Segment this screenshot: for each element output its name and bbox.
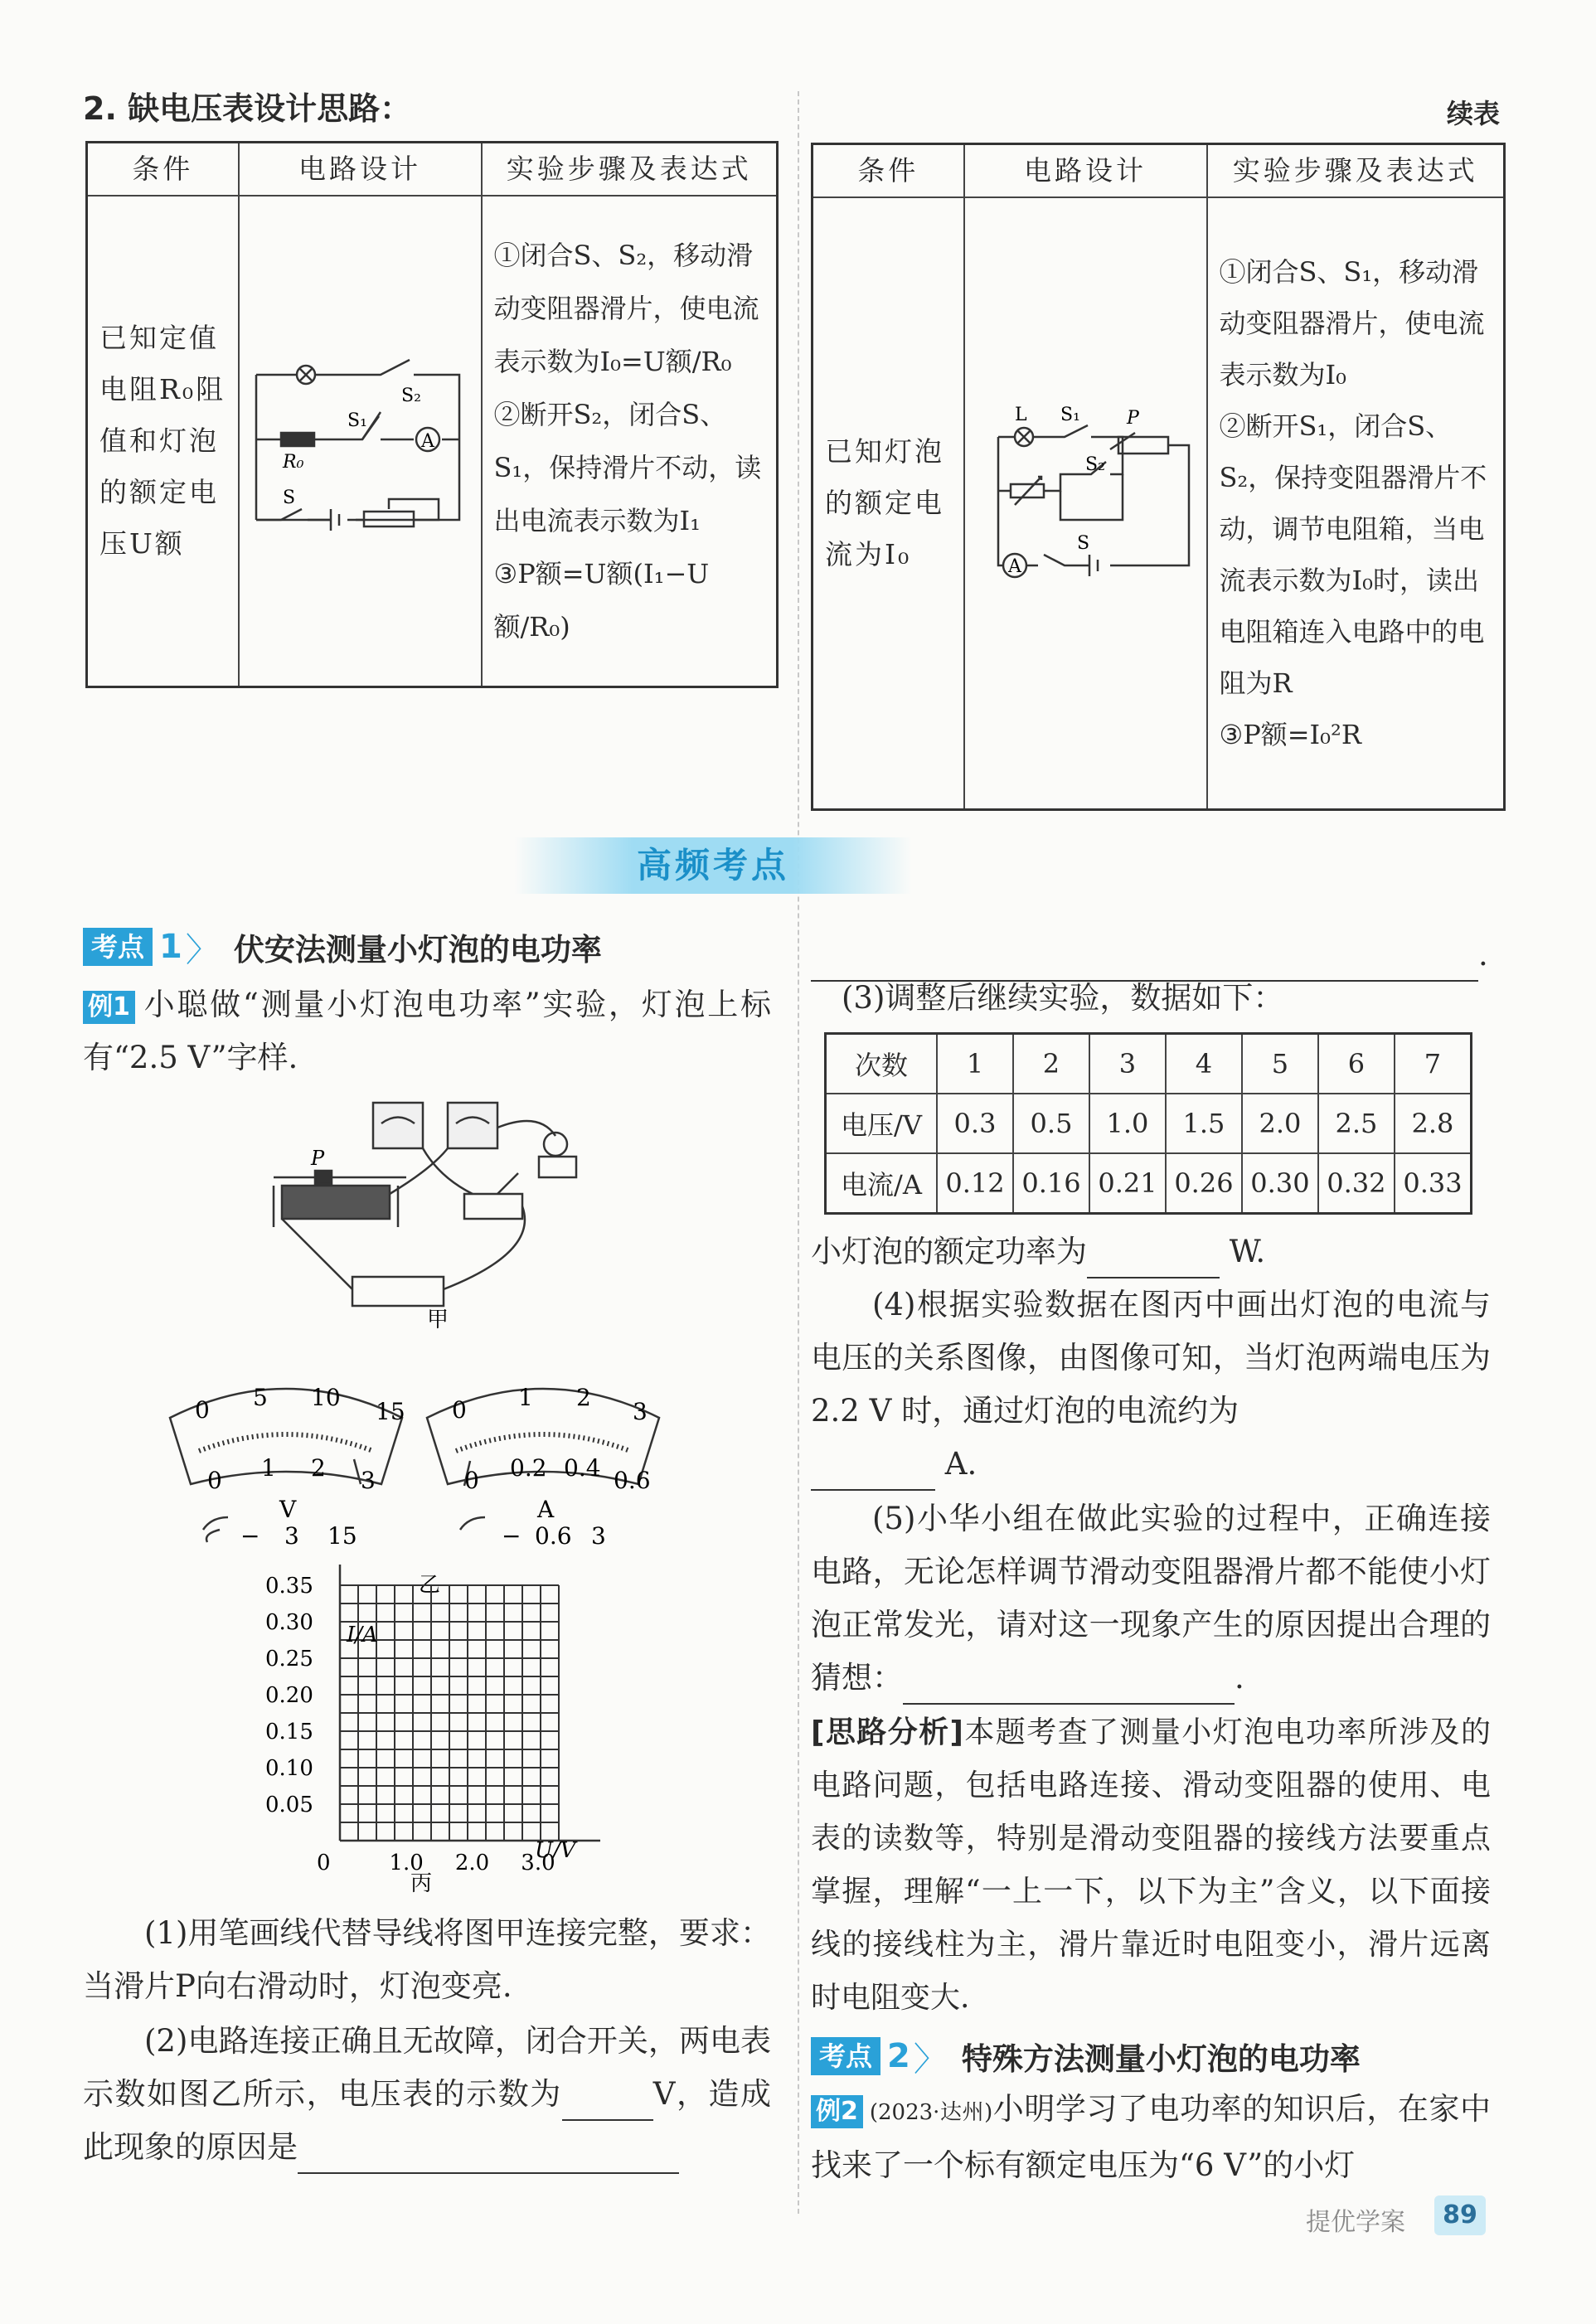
- ammeter-label: A: [1007, 556, 1021, 577]
- question-2: [83, 2015, 771, 2174]
- count-cell: 6: [1318, 1034, 1395, 1094]
- example-source: (2023·达州): [869, 2100, 993, 2125]
- step-3: ③P额=I₀²R: [1219, 718, 1361, 750]
- header-steps: 实验步骤及表达式: [1207, 144, 1505, 198]
- volt-top-tick: 5: [253, 1384, 268, 1411]
- thinking-analysis: [811, 1706, 1491, 2025]
- step-1: ①闭合S、S₂，移动滑动变阻器滑片，使电流表示数为I₀=U额/R₀: [493, 239, 759, 377]
- question-5-end: .: [1235, 1660, 1244, 1696]
- condition-text: 已知灯泡的额定电流为I₀: [813, 197, 964, 809]
- continued-label: 续表: [1447, 98, 1501, 129]
- amp-top-tick: 3: [633, 1398, 648, 1425]
- slider-p-label: P: [311, 1147, 325, 1170]
- section-heading: 2. 缺电压表设计思路：: [83, 90, 412, 127]
- question-1: (1)用笔画线代替导线将图甲连接完整，要求：当滑片P向右滑动时，灯泡变亮.: [83, 1915, 771, 2004]
- amp-unit: A: [537, 1496, 555, 1523]
- count-cell: 4: [1166, 1034, 1242, 1094]
- circuit-diagram-left: [240, 333, 480, 532]
- count-cell: 2: [1013, 1034, 1089, 1094]
- p-label: P: [1126, 407, 1139, 429]
- question-4: [811, 1278, 1491, 1491]
- example-tag: 例1: [83, 991, 135, 1024]
- keypoint-tag: 考点: [811, 2037, 880, 2075]
- volt-top-tick: 15: [376, 1398, 405, 1425]
- r0-label: R₀: [282, 451, 303, 473]
- keypoint-title: 特殊方法测量小灯泡的电功率: [961, 2041, 1361, 2077]
- voltage-cell: 0.5: [1013, 1094, 1089, 1153]
- banner-text: 高频考点: [636, 845, 789, 885]
- amp-top-tick: 2: [576, 1384, 591, 1411]
- steps-cell: [1207, 197, 1505, 809]
- row-header: 电压/V: [826, 1094, 938, 1153]
- amp-bottom-tick: 0.6: [614, 1467, 651, 1494]
- chart-y-tick: 0.05: [265, 1793, 313, 1817]
- volt-terminal: 3: [284, 1522, 299, 1550]
- amp-bottom-tick: 0.2: [510, 1454, 547, 1482]
- chart-x-tick: 0: [317, 1851, 331, 1875]
- current-cell: 0.12: [937, 1153, 1013, 1214]
- figure-meters: [162, 1368, 676, 1600]
- voltage-cell: 2.0: [1242, 1094, 1318, 1153]
- page-number: 89: [1434, 2195, 1486, 2235]
- volt-top-tick: 10: [311, 1384, 341, 1411]
- period: .: [1478, 937, 1488, 973]
- steps-cell: [482, 196, 778, 687]
- keypoint-title: 伏安法测量小灯泡的电功率: [233, 932, 602, 968]
- design-table-right: [811, 143, 1506, 811]
- chart-y-tick: 0.15: [265, 1720, 313, 1744]
- step-2: ②断开S₂，闭合S、S₁，保持滑片不动，读出电流表示数为I₁: [493, 398, 762, 536]
- chevron-right-icon: 〉: [913, 2040, 947, 2079]
- condition-text: 已知定值电阻R₀阻值和灯泡的额定电压U额: [87, 196, 239, 687]
- ammeter-label: A: [420, 430, 434, 452]
- voltage-cell: 1.5: [1166, 1094, 1242, 1153]
- example-tag: 例2: [811, 2095, 863, 2128]
- current-cell: 0.32: [1318, 1153, 1395, 1214]
- volt-bottom-tick: 0: [207, 1467, 222, 1494]
- count-cell: 3: [1089, 1034, 1166, 1094]
- answer-blank-current[interactable]: [811, 1453, 935, 1491]
- circuit-diagram-right: [965, 395, 1205, 594]
- answer-blank-guess[interactable]: [903, 1667, 1235, 1705]
- volt-top-tick: 0: [195, 1396, 210, 1424]
- question-2-text-b: V，造成此现象的原因是: [83, 2076, 771, 2165]
- s-label: S: [282, 487, 295, 508]
- keypoint-2-header: [811, 2035, 1361, 2077]
- example-2-text: 小明学习了电功率的知识后，在家中找来了一个标有额定电压为“6 V”的小灯: [811, 2091, 1491, 2183]
- voltage-cell: 2.5: [1318, 1094, 1395, 1153]
- example-1-intro: [83, 978, 771, 1084]
- chart-xlabel: U/V: [535, 1838, 576, 1863]
- example-2: [811, 2083, 1491, 2192]
- thinking-tag: [思路分析]: [811, 1715, 963, 1749]
- chart-ylabel: I/A: [347, 1623, 378, 1647]
- question-4-text: (4)根据实验数据在图丙中画出灯泡的电流与电压的关系图像，由图像可知，当灯泡两端电压为 2.2 V 时，通过灯泡的电流约为: [811, 1287, 1491, 1429]
- voltage-cell: 0.3: [937, 1094, 1013, 1153]
- amp-terminal: 3: [591, 1522, 606, 1550]
- figure-apparatus: [265, 1086, 614, 1335]
- step-1: ①闭合S、S₁，移动滑动变阻器滑片，使电流表示数为I₀: [1219, 255, 1485, 391]
- s2-label: S₂: [400, 385, 421, 406]
- header-condition: 条件: [813, 144, 964, 198]
- question-2-text-a: (2)电路连接正确且无故障，闭合开关，两电表示数如图乙所示，电压表的示数为: [83, 2023, 771, 2112]
- current-cell: 0.30: [1242, 1153, 1318, 1214]
- answer-blank-reason[interactable]: [298, 2136, 679, 2174]
- question-5-text: (5)小华小组在做此实验的过程中，正确连接电路，无论怎样调节滑动变阻器滑片都不能使小灯泡正常发光，请对这一现象产生的原因提出合理的猜想：: [811, 1501, 1491, 1696]
- question-3: (3)调整后继续实验，数据如下：: [842, 980, 1284, 1016]
- keypoint-tag: 考点: [83, 928, 153, 966]
- column-divider: [798, 91, 799, 2214]
- figure-jia-caption: 甲: [427, 1308, 449, 1332]
- figure-yi-caption: 乙: [419, 1573, 441, 1598]
- volt-bottom-tick: 2: [311, 1454, 326, 1482]
- amp-top-tick: 1: [518, 1384, 533, 1411]
- chart-y-tick: 0.20: [265, 1683, 313, 1708]
- chart-y-tick: 0.10: [265, 1756, 313, 1781]
- count-cell: 1: [937, 1034, 1013, 1094]
- count-cell: 5: [1242, 1034, 1318, 1094]
- s1-label: S₁: [347, 410, 367, 431]
- answer-blank-voltage[interactable]: [562, 2083, 653, 2121]
- step-3: ③P额=U额(I₁−U额/R₀): [493, 557, 710, 643]
- chart-y-tick: 0.25: [265, 1647, 313, 1671]
- question-4-unit: A.: [944, 1446, 977, 1482]
- answer-blank-power[interactable]: [1087, 1240, 1220, 1278]
- volt-terminal: −: [240, 1522, 260, 1550]
- amp-bottom-tick: 0: [464, 1467, 479, 1494]
- row-header: 次数: [826, 1034, 938, 1094]
- chart-y-tick: 0.35: [265, 1574, 313, 1599]
- header-circuit: 电路设计: [239, 143, 482, 196]
- question-3-text: 小灯泡的额定功率为: [811, 1234, 1087, 1269]
- keypoint-number: 1: [159, 928, 182, 966]
- design-table-left: [85, 141, 779, 688]
- s-label: S: [1076, 532, 1089, 554]
- chart-x-tick: 3.0: [521, 1851, 555, 1875]
- volt-bottom-tick: 3: [361, 1467, 376, 1494]
- chart-y-tick: 0.30: [265, 1610, 313, 1635]
- example-intro-text: 小聪做“测量小灯泡电功率”实验，灯泡上标有“2.5 V”字样.: [83, 987, 771, 1075]
- figure-chart: [265, 1574, 614, 1899]
- amp-terminal: 0.6: [535, 1522, 572, 1550]
- keypoint-1-header: [83, 926, 602, 968]
- count-cell: 7: [1395, 1034, 1472, 1094]
- current-cell: 0.33: [1395, 1153, 1472, 1214]
- chart-x-tick: 1.0: [389, 1851, 424, 1875]
- lamp-label: L: [1014, 404, 1027, 425]
- keypoint-number: 2: [887, 2037, 910, 2075]
- thinking-text: 本题考查了测量小灯泡电功率所涉及的电路问题，包括电路连接、滑动变阻器的使用、电表的读数等，特别是滑动变阻器的接线方法要重点掌握，理解“一上一下，以下为主”含义，以下面接线的接线柱为主，滑片靠近时电阻变小，滑片远离时电阻变大.: [811, 1715, 1491, 2015]
- current-cell: 0.21: [1089, 1153, 1166, 1214]
- amp-top-tick: 0: [452, 1396, 467, 1424]
- question-3-unit: W.: [1229, 1234, 1266, 1269]
- footer-label: 提优学案: [1306, 2208, 1405, 2237]
- voltage-cell: 2.8: [1395, 1094, 1472, 1153]
- header-condition: 条件: [87, 143, 239, 196]
- current-cell: 0.26: [1166, 1153, 1242, 1214]
- header-circuit: 电路设计: [964, 144, 1207, 198]
- chart-axes: [340, 1565, 600, 1841]
- volt-bottom-tick: 1: [261, 1454, 276, 1482]
- step-2: ②断开S₁，闭合S、S₂，保持变阻器滑片不动，调节电阻箱，当电流表示数为I₀时，读出电阻箱连入电路中的电阻为R: [1219, 410, 1487, 699]
- circuit-cell: [964, 197, 1207, 809]
- amp-terminal: −: [502, 1522, 521, 1550]
- data-table: [824, 1032, 1472, 1215]
- header-steps: 实验步骤及表达式: [482, 143, 778, 196]
- question-5: [811, 1492, 1491, 1705]
- current-cell: 0.16: [1013, 1153, 1089, 1214]
- volt-terminal: 15: [327, 1522, 357, 1550]
- chevron-right-icon: 〉: [185, 930, 219, 969]
- chart-x-tick: 2.0: [454, 1851, 490, 1875]
- s1-label: S₁: [1060, 404, 1080, 425]
- circuit-cell: [239, 196, 482, 687]
- section-banner: [514, 837, 912, 894]
- amp-bottom-tick: 0.4: [564, 1454, 601, 1482]
- voltage-cell: 1.0: [1089, 1094, 1166, 1153]
- s2-label: S₂: [1084, 454, 1105, 475]
- row-header: 电流/A: [826, 1153, 938, 1214]
- figure-bing-caption: 丙: [410, 1871, 433, 1896]
- volt-unit: V: [279, 1496, 297, 1523]
- question-3-power: [811, 1225, 1491, 1278]
